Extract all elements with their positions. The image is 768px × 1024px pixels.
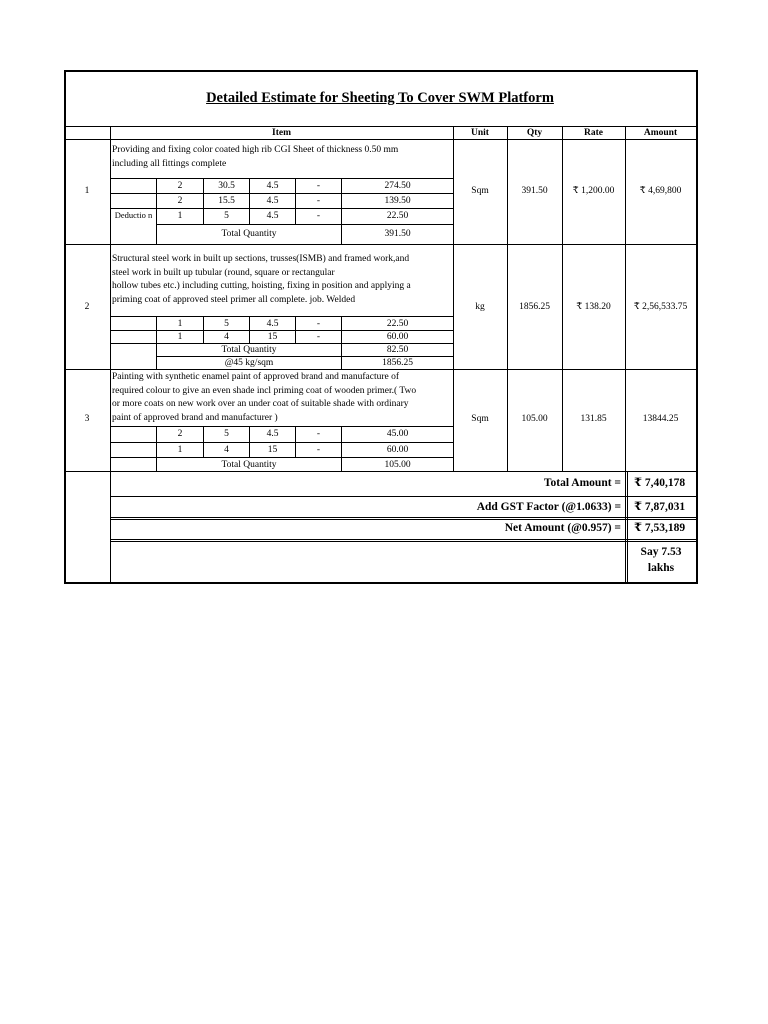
measurement-cell: 1 [177, 445, 183, 455]
column-header-qty: Qty [526, 128, 543, 138]
measurement-cell: 4.5 [266, 429, 279, 439]
measurement-cell: 15 [267, 332, 278, 342]
measurement-cell: 45.00 [386, 429, 409, 439]
divider [64, 471, 696, 472]
say-lakhs-value: Say 7.53 lakhs [640, 546, 682, 574]
divider [110, 208, 453, 209]
gst-factor-label: Add GST Factor (@1.0633) = [476, 501, 621, 513]
measurement-cell: - [316, 211, 321, 221]
measurement-cell: 2 [177, 196, 183, 206]
item-rate: ₹ 1,200.00 [572, 186, 615, 196]
net-amount-label: Net Amount (@0.957) = [504, 522, 621, 534]
column-header-rate: Rate [584, 128, 603, 138]
measurement-cell: - [316, 445, 321, 455]
measurement-cell: 4 [224, 332, 229, 342]
divider [110, 126, 111, 582]
net-amount-value: ₹ 7,53,189 [634, 522, 686, 534]
estimate-sheet [64, 70, 696, 582]
measurement-cell: 1 [177, 211, 183, 221]
divider [110, 517, 696, 518]
measurement-cell: 4.5 [266, 181, 279, 191]
gst-factor-value: ₹ 7,87,031 [634, 501, 686, 513]
measurement-cell: 22.50 [386, 319, 409, 329]
measurement-cell: 1 [177, 332, 183, 342]
total-quantity-label: Total Quantity [221, 345, 277, 355]
divider [110, 496, 696, 497]
divider [110, 442, 453, 443]
total-quantity-label: Total Quantity [221, 229, 277, 239]
item-amount: ₹ 4,69,800 [639, 186, 682, 196]
divider [156, 224, 453, 225]
item-description: Providing and fixing color coated high rib CGI Sheet of thickness 0.50 mm including all fittings complete [112, 145, 399, 169]
conversion-label: @45 kg/sqm [224, 358, 274, 368]
measurement-cell: 4 [224, 445, 229, 455]
measurement-cell: 139.50 [384, 196, 411, 206]
measurement-cell: - [316, 429, 321, 439]
item-unit: Sqm [471, 186, 489, 196]
item-amount: 13844.25 [642, 414, 679, 424]
item-description: Painting with synthetic enamel paint of approved brand and manufacture of required colour to give an even shade incl priming coat of wooden primer.( Two or more coats on new work over an under coat of suitable shade with ordinary paint of approved brand and manufacturer ) [112, 372, 417, 423]
measurement-cell: 30.5 [218, 181, 235, 191]
item-qty: 391.50 [521, 186, 548, 196]
measurement-cell: 22.50 [386, 211, 409, 221]
divider [110, 193, 453, 194]
measurement-cell: - [316, 181, 321, 191]
measurement-cell: 1 [177, 319, 183, 329]
measurement-cell: 4.5 [266, 211, 279, 221]
measurement-cell: 2 [177, 429, 183, 439]
item-qty: 105.00 [521, 414, 548, 424]
column-header-item: Item [272, 128, 291, 138]
measurement-cell: 5 [224, 211, 229, 221]
measurement-cell: - [316, 319, 321, 329]
item-serial-number: 3 [84, 414, 90, 424]
divider [110, 316, 453, 317]
divider [64, 244, 696, 245]
measurement-cell: 4.5 [266, 319, 279, 329]
page-title: Detailed Estimate for Sheeting To Cover SWM Platform [206, 90, 554, 106]
divider [110, 539, 696, 540]
measurement-cell: 4.5 [266, 196, 279, 206]
column-header-unit: Unit [471, 128, 489, 138]
total-quantity-value: 82.50 [386, 345, 409, 355]
divider [110, 519, 696, 520]
measurement-cell: - [316, 196, 321, 206]
divider [110, 541, 696, 542]
divider [64, 139, 696, 140]
total-quantity-label: Total Quantity [221, 460, 277, 470]
measurement-cell: 5 [224, 319, 229, 329]
deduction-label: Deductio n [114, 211, 153, 220]
total-amount-value: ₹ 7,40,178 [634, 477, 686, 489]
column-header-amount: Amount [643, 128, 678, 138]
total-amount-label: Total Amount = [543, 477, 621, 489]
item-qty: 1856.25 [519, 302, 550, 312]
divider [110, 178, 453, 179]
item-description: Structural steel work in built up sections, trusses(ISMB) and framed work,and steel work in built up tubular (round, square or rectangular hollow tubes etc.) including cutting, hoisting, fixing in position and applying a priming coat of approved steel primer all complete. job. Welded [112, 254, 411, 305]
measurement-cell: 274.50 [384, 181, 411, 191]
divider [64, 369, 696, 370]
item-rate: ₹ 138.20 [576, 302, 611, 312]
item-serial-number: 2 [84, 302, 90, 312]
measurement-cell: - [316, 332, 321, 342]
measurement-cell: 15 [267, 445, 278, 455]
measurement-cell: 60.00 [386, 332, 409, 342]
measurement-cell: 60.00 [386, 445, 409, 455]
item-unit: Sqm [471, 414, 489, 424]
total-quantity-value: 105.00 [384, 460, 411, 470]
conversion-value: 1856.25 [382, 358, 413, 368]
item-unit: kg [475, 302, 485, 312]
measurement-cell: 2 [177, 181, 183, 191]
item-serial-number: 1 [84, 186, 90, 196]
measurement-cell: 15.5 [218, 196, 235, 206]
item-amount: ₹ 2,56,533.75 [633, 302, 688, 312]
divider [110, 426, 453, 427]
divider [110, 457, 453, 458]
total-quantity-value: 391.50 [384, 229, 411, 239]
measurement-cell: 5 [224, 429, 229, 439]
item-rate: 131.85 [580, 414, 607, 424]
